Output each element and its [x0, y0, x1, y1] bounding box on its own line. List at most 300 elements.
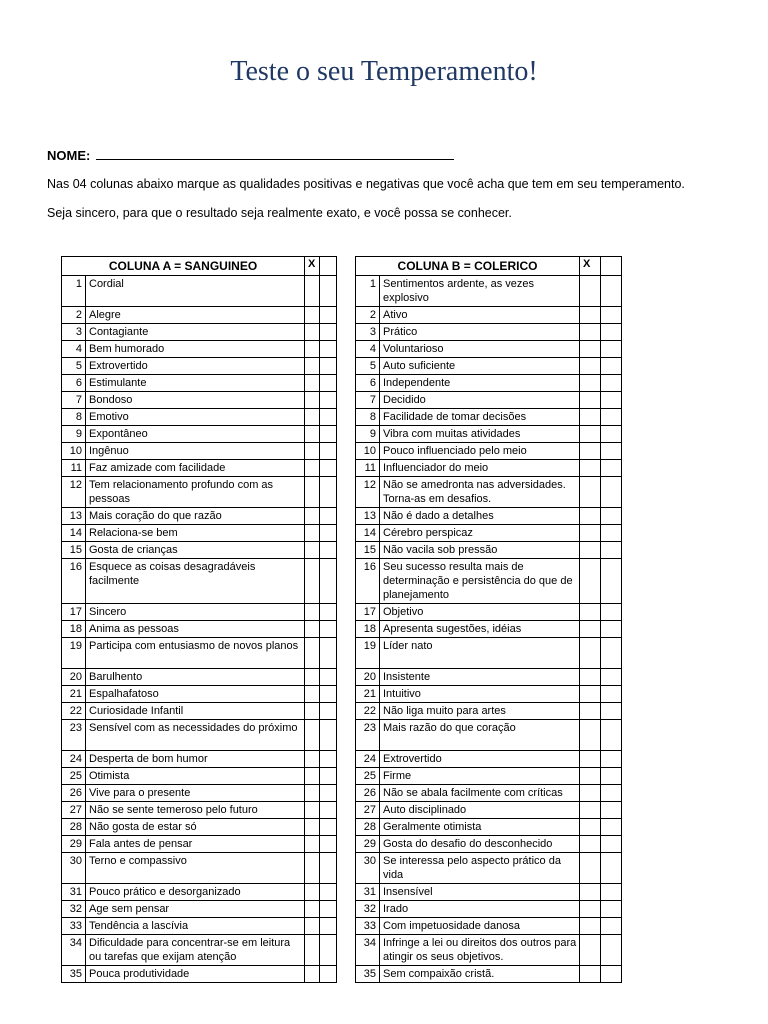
spare-cell [601, 720, 622, 751]
table-row [356, 409, 622, 426]
mark-checkbox[interactable] [580, 559, 601, 604]
item-number: 15 [62, 542, 86, 559]
mark-checkbox[interactable] [305, 443, 320, 460]
spare-cell [320, 819, 337, 836]
item-quality: Auto suficiente [380, 358, 580, 375]
spare-cell [320, 525, 337, 542]
item-quality: Emotivo [86, 409, 305, 426]
mark-checkbox[interactable] [305, 477, 320, 508]
mark-checkbox[interactable] [580, 392, 601, 409]
item-quality: Não gosta de estar só [86, 819, 305, 836]
mark-checkbox[interactable] [305, 853, 320, 884]
item-quality: Sem compaixão cristã. [380, 966, 580, 983]
spare-cell [601, 375, 622, 392]
mark-checkbox[interactable] [305, 409, 320, 426]
item-number: 12 [62, 477, 86, 508]
spare-cell [320, 720, 337, 751]
item-quality: Irado [380, 901, 580, 918]
item-number: 14 [356, 525, 380, 542]
table-row [356, 307, 622, 324]
spare-cell [601, 966, 622, 983]
mark-checkbox[interactable] [580, 358, 601, 375]
spare-cell [320, 508, 337, 525]
spare-cell [320, 884, 337, 901]
item-quality: Pouco prático e desorganizado [86, 884, 305, 901]
item-quality: Terno e compassivo [86, 853, 305, 884]
spare-cell [320, 276, 337, 307]
table-row [62, 542, 337, 559]
item-quality: Sentimentos ardente, as vezes explosivo [380, 276, 580, 307]
item-number: 1 [62, 276, 86, 307]
column-a-table [61, 256, 337, 983]
item-quality: Age sem pensar [86, 901, 305, 918]
table-row [356, 751, 622, 768]
mark-checkbox[interactable] [305, 460, 320, 477]
mark-checkbox[interactable] [580, 669, 601, 686]
item-number: 27 [356, 802, 380, 819]
spare-cell [320, 392, 337, 409]
spare-cell [320, 621, 337, 638]
mark-checkbox[interactable] [305, 720, 320, 751]
table-row [62, 819, 337, 836]
item-number: 15 [356, 542, 380, 559]
mark-checkbox[interactable] [305, 819, 320, 836]
mark-checkbox[interactable] [580, 638, 601, 669]
spare-cell [320, 477, 337, 508]
item-number: 33 [62, 918, 86, 935]
mark-checkbox[interactable] [580, 966, 601, 983]
item-quality: Apresenta sugestões, idéias [380, 621, 580, 638]
column-b-header: COLUNA B = COLERICO [356, 257, 580, 276]
item-number: 4 [356, 341, 380, 358]
item-number: 17 [62, 604, 86, 621]
spare-cell [320, 918, 337, 935]
table-row [62, 409, 337, 426]
table-row [356, 559, 622, 604]
table-row [356, 802, 622, 819]
item-quality: Esquece as coisas desagradáveis facilmente [86, 559, 305, 604]
item-number: 20 [356, 669, 380, 686]
item-number: 17 [356, 604, 380, 621]
table-row [62, 276, 337, 307]
item-number: 2 [356, 307, 380, 324]
spare-cell [320, 542, 337, 559]
spare-cell [601, 703, 622, 720]
mark-checkbox[interactable] [305, 918, 320, 935]
page-title: Teste o seu Temperamento! [230, 56, 538, 87]
item-quality: Participa com entusiasmo de novos planos [86, 638, 305, 669]
item-quality: Influenciador do meio [380, 460, 580, 477]
item-quality: Fala antes de pensar [86, 836, 305, 853]
item-number: 13 [62, 508, 86, 525]
item-quality: Com impetuosidade danosa [380, 918, 580, 935]
item-quality: Cordial [86, 276, 305, 307]
item-quality: Relaciona-se bem [86, 525, 305, 542]
table-row [356, 669, 622, 686]
item-number: 35 [356, 966, 380, 983]
item-number: 34 [356, 935, 380, 966]
spare-cell [320, 307, 337, 324]
item-number: 23 [62, 720, 86, 751]
mark-checkbox[interactable] [305, 426, 320, 443]
mark-checkbox[interactable] [580, 477, 601, 508]
mark-checkbox[interactable] [305, 604, 320, 621]
item-number: 8 [356, 409, 380, 426]
item-quality: Alegre [86, 307, 305, 324]
mark-checkbox[interactable] [580, 901, 601, 918]
item-number: 30 [62, 853, 86, 884]
column-b-table [355, 256, 622, 983]
item-number: 35 [62, 966, 86, 983]
mark-checkbox[interactable] [305, 802, 320, 819]
item-quality: Cérebro perspicaz [380, 525, 580, 542]
spare-cell [320, 460, 337, 477]
item-quality: Bem humorado [86, 341, 305, 358]
spare-cell [601, 686, 622, 703]
mark-checkbox[interactable] [580, 341, 601, 358]
table-row [356, 853, 622, 884]
item-number: 5 [356, 358, 380, 375]
spare-cell [601, 604, 622, 621]
mark-checkbox[interactable] [305, 341, 320, 358]
item-quality: Voluntarioso [380, 341, 580, 358]
mark-checkbox[interactable] [580, 884, 601, 901]
item-quality: Otimista [86, 768, 305, 785]
mark-checkbox[interactable] [580, 426, 601, 443]
name-blank-line[interactable] [96, 148, 454, 160]
spare-cell [320, 375, 337, 392]
spare-cell [601, 477, 622, 508]
item-number: 5 [62, 358, 86, 375]
table-row [62, 966, 337, 983]
item-quality: Extrovertido [380, 751, 580, 768]
mark-checkbox[interactable] [580, 324, 601, 341]
item-number: 28 [62, 819, 86, 836]
spare-cell [601, 751, 622, 768]
mark-checkbox[interactable] [305, 638, 320, 669]
table-row [62, 638, 337, 669]
item-number: 11 [356, 460, 380, 477]
mark-checkbox[interactable] [305, 525, 320, 542]
item-quality: Tem relacionamento profundo com as pessoas [86, 477, 305, 508]
item-quality: Firme [380, 768, 580, 785]
mark-checkbox[interactable] [305, 375, 320, 392]
mark-checkbox[interactable] [305, 703, 320, 720]
instructions-text: Nas 04 colunas abaixo marque as qualidades positivas e negativas que você acha que tem em seu temperamento. [47, 177, 685, 191]
spare-cell [601, 853, 622, 884]
item-quality: Espalhafatoso [86, 686, 305, 703]
mark-checkbox[interactable] [580, 918, 601, 935]
item-number: 27 [62, 802, 86, 819]
table-row [356, 508, 622, 525]
item-quality: Se interessa pelo aspecto prático da vida [380, 853, 580, 884]
item-quality: Vive para o presente [86, 785, 305, 802]
table-row [356, 901, 622, 918]
table-row [356, 836, 622, 853]
spare-cell [601, 324, 622, 341]
item-quality: Desperta de bom humor [86, 751, 305, 768]
item-quality: Decidido [380, 392, 580, 409]
table-row [356, 604, 622, 621]
spare-cell [601, 638, 622, 669]
table-row [62, 686, 337, 703]
table-row [62, 802, 337, 819]
item-quality: Infringe a lei ou direitos dos outros para atingir os seus objetivos. [380, 935, 580, 966]
spare-cell [320, 358, 337, 375]
mark-checkbox[interactable] [580, 508, 601, 525]
mark-checkbox[interactable] [580, 542, 601, 559]
mark-checkbox[interactable] [580, 409, 601, 426]
item-quality: Não se amedronta nas adversidades. Torna-as em desafios. [380, 477, 580, 508]
spare-cell [601, 341, 622, 358]
item-number: 7 [62, 392, 86, 409]
spare-cell [320, 901, 337, 918]
spare-cell [320, 443, 337, 460]
table-row [356, 375, 622, 392]
item-quality: Sensível com as necessidades do próximo [86, 720, 305, 751]
mark-checkbox[interactable] [305, 884, 320, 901]
table-row [356, 341, 622, 358]
spare-cell [601, 918, 622, 935]
table-row [356, 819, 622, 836]
spare-cell [601, 443, 622, 460]
table-row [356, 935, 622, 966]
mark-checkbox[interactable] [580, 443, 601, 460]
table-row [356, 966, 622, 983]
item-number: 16 [356, 559, 380, 604]
table-row [356, 426, 622, 443]
item-number: 20 [62, 669, 86, 686]
item-quality: Mais razão do que coração [380, 720, 580, 751]
mark-checkbox[interactable] [305, 621, 320, 638]
table-row [356, 525, 622, 542]
item-number: 8 [62, 409, 86, 426]
mark-checkbox[interactable] [305, 785, 320, 802]
table-row [62, 751, 337, 768]
spare-cell [601, 884, 622, 901]
mark-checkbox[interactable] [305, 559, 320, 604]
item-quality: Não se abala facilmente com críticas [380, 785, 580, 802]
table-row [62, 768, 337, 785]
spare-cell [320, 785, 337, 802]
table-row [356, 638, 622, 669]
item-number: 29 [356, 836, 380, 853]
spare-cell [601, 669, 622, 686]
table-row [356, 324, 622, 341]
column-b-spare-header [601, 257, 622, 276]
item-quality: Estimulante [86, 375, 305, 392]
mark-checkbox[interactable] [305, 901, 320, 918]
table-row [356, 768, 622, 785]
table-row [356, 686, 622, 703]
table-row [356, 918, 622, 935]
item-number: 16 [62, 559, 86, 604]
spare-cell [320, 751, 337, 768]
item-quality: Vibra com muitas atividades [380, 426, 580, 443]
item-number: 24 [356, 751, 380, 768]
mark-checkbox[interactable] [580, 751, 601, 768]
column-b-mark-header: X [580, 257, 601, 276]
item-number: 2 [62, 307, 86, 324]
table-row [62, 477, 337, 508]
item-number: 4 [62, 341, 86, 358]
table-row [62, 358, 337, 375]
spare-cell [601, 819, 622, 836]
item-quality: Anima as pessoas [86, 621, 305, 638]
item-quality: Não vacila sob pressão [380, 542, 580, 559]
item-number: 32 [356, 901, 380, 918]
mark-checkbox[interactable] [305, 966, 320, 983]
spare-cell [601, 621, 622, 638]
mark-checkbox[interactable] [305, 836, 320, 853]
item-number: 18 [356, 621, 380, 638]
spare-cell [320, 341, 337, 358]
mark-checkbox[interactable] [580, 720, 601, 751]
item-number: 1 [356, 276, 380, 307]
item-quality: Barulhento [86, 669, 305, 686]
mark-checkbox[interactable] [580, 276, 601, 307]
table-row [356, 392, 622, 409]
item-number: 10 [356, 443, 380, 460]
item-number: 21 [62, 686, 86, 703]
table-row [62, 785, 337, 802]
item-quality: Insensível [380, 884, 580, 901]
mark-checkbox[interactable] [580, 935, 601, 966]
table-row [62, 669, 337, 686]
item-quality: Intuitivo [380, 686, 580, 703]
mark-checkbox[interactable] [580, 836, 601, 853]
spare-cell [601, 802, 622, 819]
table-row [356, 443, 622, 460]
spare-cell [601, 785, 622, 802]
mark-checkbox[interactable] [305, 768, 320, 785]
spare-cell [320, 426, 337, 443]
table-row [62, 460, 337, 477]
mark-checkbox[interactable] [305, 276, 320, 307]
spare-cell [320, 559, 337, 604]
mark-checkbox[interactable] [305, 542, 320, 559]
item-quality: Líder nato [380, 638, 580, 669]
mark-checkbox[interactable] [305, 392, 320, 409]
table-row [62, 324, 337, 341]
item-number: 9 [62, 426, 86, 443]
mark-checkbox[interactable] [580, 802, 601, 819]
mark-checkbox[interactable] [580, 686, 601, 703]
item-number: 6 [62, 375, 86, 392]
mark-checkbox[interactable] [580, 621, 601, 638]
table-row [62, 918, 337, 935]
mark-checkbox[interactable] [580, 525, 601, 542]
item-quality: Ingênuo [86, 443, 305, 460]
mark-checkbox[interactable] [305, 307, 320, 324]
mark-checkbox[interactable] [580, 375, 601, 392]
table-row [62, 703, 337, 720]
item-quality: Não se sente temeroso pelo futuro [86, 802, 305, 819]
mark-checkbox[interactable] [305, 358, 320, 375]
table-row [62, 525, 337, 542]
mark-checkbox[interactable] [580, 703, 601, 720]
mark-checkbox[interactable] [305, 751, 320, 768]
table-row [356, 542, 622, 559]
spare-cell [601, 836, 622, 853]
table-row [356, 785, 622, 802]
item-number: 26 [62, 785, 86, 802]
mark-checkbox[interactable] [305, 686, 320, 703]
item-quality: Pouca produtividade [86, 966, 305, 983]
item-quality: Geralmente otimista [380, 819, 580, 836]
item-quality: Mais coração do que razão [86, 508, 305, 525]
spare-cell [601, 935, 622, 966]
item-number: 19 [356, 638, 380, 669]
mark-checkbox[interactable] [305, 508, 320, 525]
item-quality: Ativo [380, 307, 580, 324]
item-quality: Gosta do desafio do desconhecido [380, 836, 580, 853]
mark-checkbox[interactable] [580, 460, 601, 477]
mark-checkbox[interactable] [580, 604, 601, 621]
item-quality: Insistente [380, 669, 580, 686]
item-number: 21 [356, 686, 380, 703]
table-row [62, 375, 337, 392]
mark-checkbox[interactable] [580, 768, 601, 785]
item-quality: Extrovertido [86, 358, 305, 375]
item-number: 12 [356, 477, 380, 508]
spare-cell [601, 276, 622, 307]
item-quality: Auto disciplinado [380, 802, 580, 819]
item-quality: Objetivo [380, 604, 580, 621]
item-quality: Seu sucesso resulta mais de determinação e persistência do que de planejamento [380, 559, 580, 604]
item-quality: Faz amizade com facilidade [86, 460, 305, 477]
spare-cell [601, 901, 622, 918]
spare-cell [601, 508, 622, 525]
item-number: 6 [356, 375, 380, 392]
mark-checkbox[interactable] [580, 785, 601, 802]
item-quality: Sincero [86, 604, 305, 621]
item-quality: Dificuldade para concentrar-se em leitura ou tarefas que exijam atenção [86, 935, 305, 966]
mark-checkbox[interactable] [580, 307, 601, 324]
spare-cell [320, 409, 337, 426]
table-row [62, 559, 337, 604]
item-quality: Contagiante [86, 324, 305, 341]
mark-checkbox[interactable] [305, 669, 320, 686]
mark-checkbox[interactable] [305, 935, 320, 966]
spare-cell [601, 460, 622, 477]
column-a-mark-header: X [305, 257, 320, 276]
table-row [62, 307, 337, 324]
item-quality: Facilidade de tomar decisões [380, 409, 580, 426]
sincerity-note: Seja sincero, para que o resultado seja realmente exato, e você possa se conhecer. [47, 206, 512, 220]
item-number: 26 [356, 785, 380, 802]
table-row [356, 460, 622, 477]
mark-checkbox[interactable] [305, 324, 320, 341]
mark-checkbox[interactable] [580, 853, 601, 884]
name-label: NOME: [47, 148, 91, 163]
item-quality: Independente [380, 375, 580, 392]
spare-cell [320, 324, 337, 341]
item-number: 22 [356, 703, 380, 720]
spare-cell [320, 836, 337, 853]
item-number: 33 [356, 918, 380, 935]
item-number: 7 [356, 392, 380, 409]
item-number: 3 [62, 324, 86, 341]
item-number: 24 [62, 751, 86, 768]
table-row [356, 358, 622, 375]
item-number: 13 [356, 508, 380, 525]
mark-checkbox[interactable] [580, 819, 601, 836]
spare-cell [601, 358, 622, 375]
spare-cell [320, 703, 337, 720]
spare-cell [320, 935, 337, 966]
item-number: 10 [62, 443, 86, 460]
